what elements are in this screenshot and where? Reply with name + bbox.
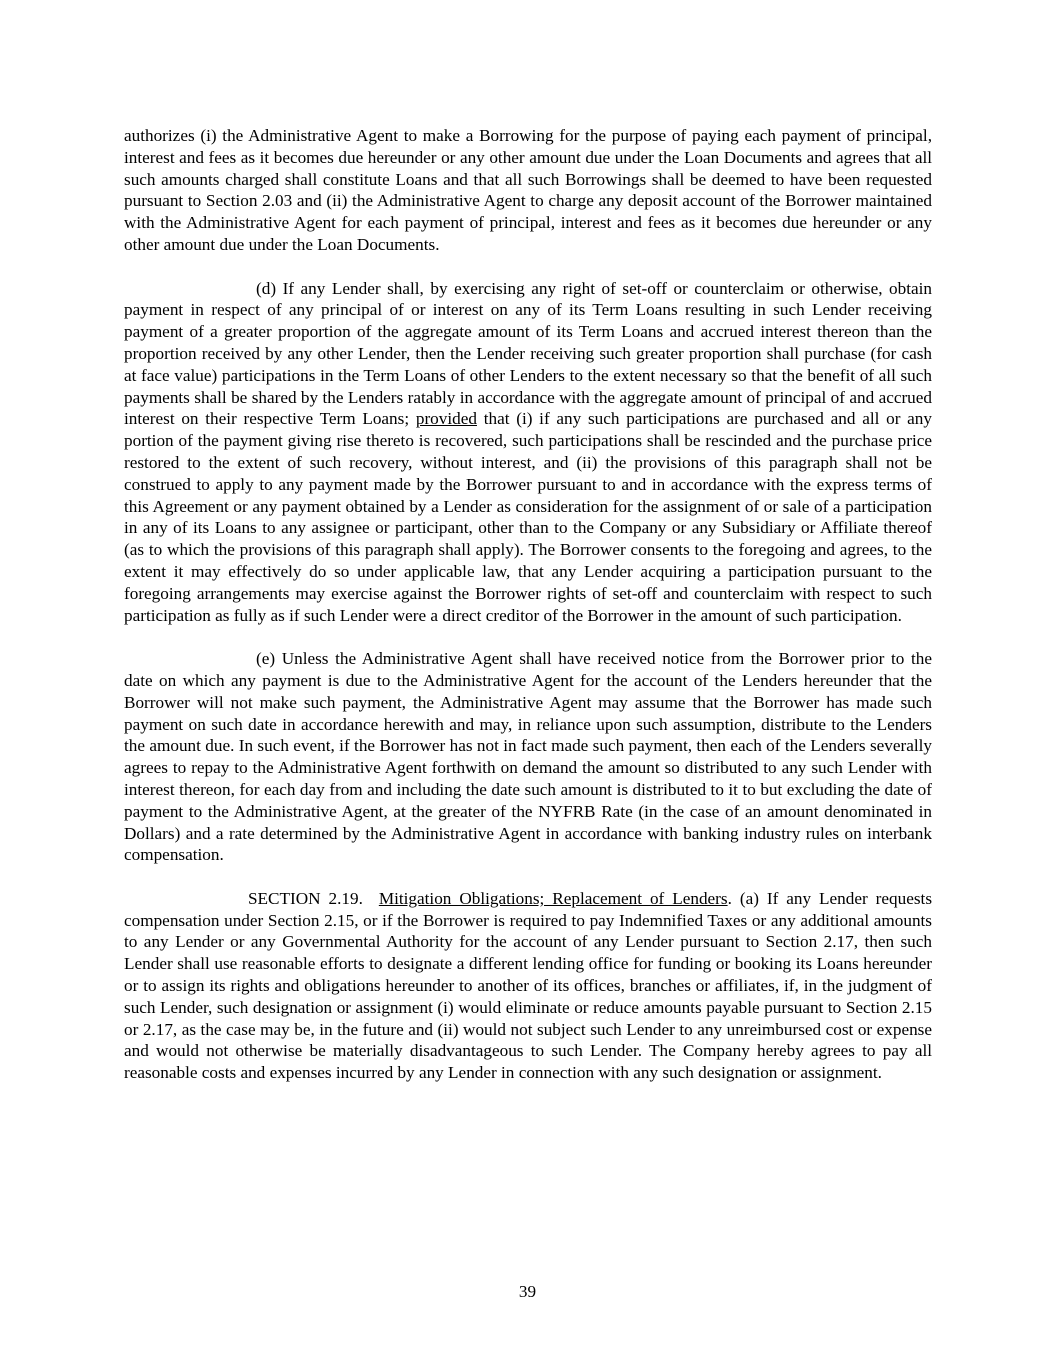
paragraph-d-text-part1: (d) If any Lender shall, by exercising any right of set-off or counterclaim or otherwise, obtain payment in respect of any principal of or interest on any of its Term Loans resulting in such Lender receiving payment of a greater proportion of the aggregate amount of its Term Loans and accrued interest thereon than the proportion received by any other Lender, then the Lender receiving such greater proportion shall purchase (for cash at face value) participations in the Term Loans of other Lenders to the extent necessary so that the benefit of all such payments shall be shared by the Lenders ratably in accordance with the aggregate amount of principal of and accrued interest on their respective Term Loans;: [124, 278, 932, 429]
section-body: . (a) If any Lender requests compensation under Section 2.15, or if the Borrower is required to pay Indemnified Taxes or any additional amounts to any Lender or any Governmental Authority for the account of any Lender pursuant to Section 2.17, then such Lender shall use reasonable efforts to designate a different lending office for funding or booking its Loans hereunder or to assign its rights and obligations hereunder to another of its offices, branches or affiliates, if, in the judgment of such Lender, such designation or assignment (i) would eliminate or reduce amounts payable pursuant to Section 2.15 or 2.17, as the case may be, in the future and (ii) would not subject such Lender to any unreimbursed cost or expense and would not otherwise be materially disadvantageous to such Lender. The Company hereby agrees to pay all reasonable costs and expenses incurred by any Lender in connection with any such designation or assignment.: [124, 888, 933, 1083]
paragraph-d-text-part2: that (i) if any such participations are purchased and all or any portion of the payment giving rise thereto is recovered, such participations shall be rescinded and the purchase price restored to the extent of such recovery, without interest, and (ii) the provisions of this paragraph shall not be construed to apply to any payment made by the Borrower pursuant to and in accordance with the express terms of this Agreement or any payment obtained by a Lender as consideration for the assignment of or sale of a participation in any of its Loans to any assignee or participant, other than to the Company or any Subsidiary or Affiliate thereof (as to which the provisions of this paragraph shall apply). The Borrower consents to the foregoing and agrees, to the extent it may effectively do so under applicable law, that any Lender acquiring a participation pursuant to the foregoing arrangements may exercise against the Borrower rights of set-off and counterclaim with respect to such participation as fully as if such Lender were a direct creditor of the Borrower in the amount of such participation.: [124, 409, 932, 625]
document-page: [124, 125, 932, 1106]
page-number: 39: [518, 1282, 537, 1301]
paragraph-continuation: authorizes (i) the Administrative Agent to make a Borrowing for the purpose of paying each payment of principal, interest and fees as it becomes due hereunder or any other amount due under the Loan Documents and agrees that all such amounts charged shall constitute Loans and that all such Borrowings shall be deemed to have been requested pursuant to Section 2.03 and (ii) the Administrative Agent to charge any deposit account of the Borrower maintained with the Administrative Agent for each payment of principal, interest and fees as it becomes due hereunder or any other amount due under the Loan Documents.: [124, 126, 932, 254]
paragraph-e: (e) Unless the Administrative Agent shall have received notice from the Borrower prior to the date on which any payment is due to the Administrative Agent for the account of the Lenders hereunder that the Borrower will not make such payment, the Administrative Agent may assume that the Borrower has made such payment on such date in accordance herewith and may, in reliance upon such assumption, distribute to the Lenders the amount due. In such event, if the Borrower has not in fact made such payment, then each of the Lenders severally agrees to repay to the Administrative Agent forthwith on demand the amount so distributed to any such Lender with interest thereon, for each day from and including the date such amount is distributed to it to but excluding the date of payment to the Administrative Agent, at the greater of the NYFRB Rate (in the case of an amount denominated in Dollars) and a rate determined by the Administrative Agent in accordance with banking industry rules on interbank compensation.: [124, 649, 932, 865]
section-2-19: [124, 888, 932, 1084]
paragraph-d: [124, 278, 932, 627]
section-number: SECTION 2.19.: [248, 888, 363, 908]
provided-term: provided: [415, 409, 477, 429]
section-title: Mitigation Obligations; Replacement of Lenders: [378, 888, 728, 908]
